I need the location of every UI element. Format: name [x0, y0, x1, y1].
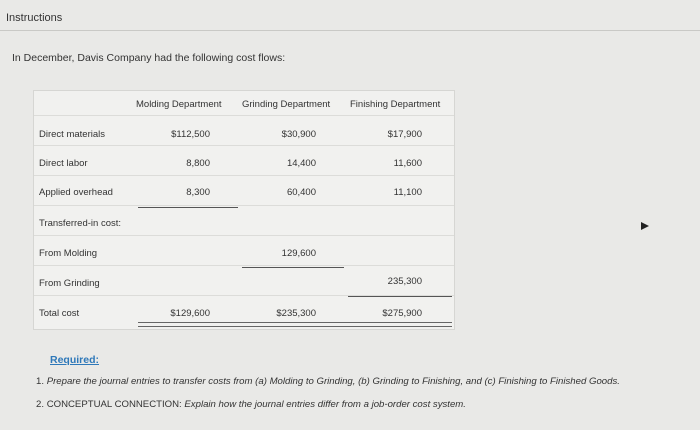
intro-text: In December, Davis Company had the following cost flows: [12, 52, 286, 64]
row-label-transferred-in: Transferred-in cost: [39, 218, 122, 229]
mouse-cursor-icon [641, 222, 649, 230]
tab-instructions[interactable]: Instructions [6, 12, 63, 24]
header-finishing: Finishing Department [350, 99, 441, 110]
row-divider [34, 145, 454, 146]
cell-finishing-dm: $17,900 [387, 129, 422, 140]
row-label-from-grinding: From Grinding [39, 278, 100, 289]
header-molding: Molding Department [136, 99, 222, 110]
row-label-direct-materials: Direct materials [39, 129, 105, 140]
required-item-1 [36, 376, 620, 387]
row-label-applied-overhead: Applied overhead [39, 187, 113, 198]
required-item-2-number: 2. [36, 399, 45, 410]
cell-grinding-from-molding: 129,600 [281, 248, 316, 259]
cost-flow-table [33, 90, 455, 330]
row-label-direct-labor: Direct labor [39, 158, 88, 169]
header-divider [34, 115, 454, 116]
required-item-2-lead: CONCEPTUAL CONNECTION: [46, 399, 182, 410]
row-divider [34, 265, 454, 266]
cell-finishing-dl: 11,600 [393, 158, 422, 169]
row-divider [34, 175, 454, 176]
cell-finishing-from-grinding: 235,300 [387, 276, 422, 287]
cell-grinding-dl: 14,400 [286, 158, 316, 169]
required-item-1-text: Prepare the journal entries to transfer costs from (a) Molding to Grinding, (b) Grinding to Finishing, and (c) Finishing to Finished Goods. [46, 376, 620, 387]
cell-grinding-dm: $30,900 [281, 129, 316, 140]
molding-subtotal-underline [138, 207, 238, 208]
required-heading: Required: [50, 354, 100, 366]
finishing-subtotal-underline [348, 296, 452, 297]
header-grinding: Grinding Department [242, 99, 331, 110]
cell-molding-dl: 8,800 [186, 158, 210, 169]
cell-finishing-oh: 11,100 [393, 187, 422, 198]
cell-grinding-total: $235,300 [276, 308, 316, 319]
required-item-1-number: 1. [36, 376, 45, 387]
row-label-from-molding: From Molding [39, 248, 98, 259]
grinding-subtotal-underline [242, 267, 344, 268]
total-double-underline [138, 322, 452, 327]
row-divider [34, 235, 454, 236]
cell-molding-total: $129,600 [170, 308, 210, 319]
row-label-total-cost: Total cost [39, 308, 80, 319]
cell-molding-oh: 8,300 [186, 187, 210, 198]
required-item-2 [36, 399, 466, 410]
cell-finishing-total: $275,900 [382, 308, 422, 319]
tab-bar [0, 8, 700, 31]
row-divider [34, 205, 454, 206]
cell-grinding-oh: 60,400 [286, 187, 316, 198]
required-item-2-text: Explain how the journal entries differ from a job-order cost system. [184, 399, 466, 410]
cell-molding-dm: $112,500 [171, 129, 210, 140]
row-divider [34, 295, 454, 296]
